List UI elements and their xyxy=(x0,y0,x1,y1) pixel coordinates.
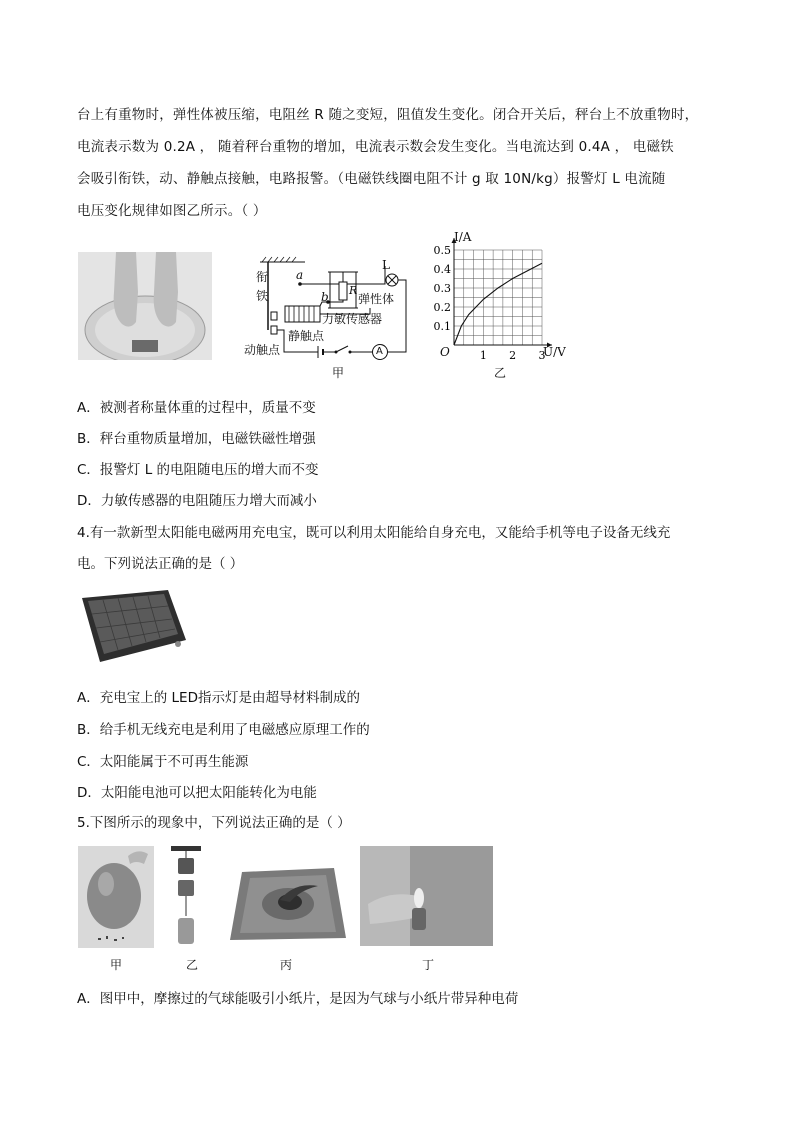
solar-power-bank-photo xyxy=(78,584,190,670)
q3-option-b: B．秤台重物质量增加，电磁铁磁性增强 xyxy=(77,431,316,447)
y-tick-label: 0.4 xyxy=(433,263,451,276)
label-moving-contact: 动触点 xyxy=(244,343,281,357)
caption-jia-fig5: 甲 xyxy=(110,958,123,972)
label-elastic: 弹性体 xyxy=(358,292,395,306)
balloon-photo xyxy=(78,846,154,948)
caption-yi-fig5: 乙 xyxy=(186,958,199,972)
label-armature-2: 铁 xyxy=(256,289,269,303)
label-ammeter: A xyxy=(376,346,383,357)
intro-line-1: 台上有重物时，弹性体被压缩，电阻丝 R 随之变短，阻值发生变化。闭合开关后，秤台上不放重物时， xyxy=(77,107,699,123)
hanging-magnets-figure xyxy=(166,846,206,948)
label-L: L xyxy=(382,258,390,272)
bathroom-scale-photo xyxy=(78,252,212,360)
label-sensor: 力敏传感器 xyxy=(322,312,383,326)
label-b: b xyxy=(321,290,329,304)
label-R: R xyxy=(349,284,358,297)
q5-option-a: A．图甲中，摩擦过的气球能吸引小纸片，是因为气球与小纸片带异种电荷 xyxy=(77,991,519,1007)
q4-stem-line-2: 电。下列说法正确的是（ ） xyxy=(77,556,244,572)
graph-xlabel: U/V xyxy=(543,345,566,359)
q4-stem-line-1: 4.有一款新型太阳能电磁两用充电宝，既可以利用太阳能给自身充电，又能给手机等电子设备无线充 xyxy=(77,525,671,541)
lighter-photo xyxy=(360,846,493,946)
label-static-contact: 静触点 xyxy=(288,329,325,343)
intro-line-3: 会吸引衔铁，动、静触点接触，电路报警。（电磁铁线圈电阻不计 g 取 10N/kg）报警灯 L 电流随 xyxy=(77,171,666,187)
q3-option-c: C．报警灯 L 的电阻随电压的增大而不变 xyxy=(77,462,319,478)
intro-line-2: 电流表示数为 0.2A ， 随着秤台重物的增加，电流表示数会发生变化。当电流达到 0.4A ， 电磁铁 xyxy=(77,139,674,155)
y-tick-label: 0.1 xyxy=(433,320,451,333)
caption-jia-fig3: 甲 xyxy=(332,366,345,380)
caption-yi-fig3: 乙 xyxy=(494,366,507,380)
q5-stem: 5.下图所示的现象中，下列说法正确的是（ ） xyxy=(77,815,351,831)
x-tick-label: 3 xyxy=(538,349,546,362)
label-a: a xyxy=(296,268,304,282)
graph-ylabel: I/A xyxy=(454,230,472,244)
y-tick-label: 0.3 xyxy=(433,282,451,295)
q4-option-c: C．太阳能属于不可再生能源 xyxy=(77,754,249,770)
caption-ding-fig5: 丁 xyxy=(422,958,435,972)
sinan-compass-photo xyxy=(228,860,348,944)
x-tick-label: 2 xyxy=(509,349,517,362)
graph-origin: O xyxy=(440,345,450,359)
q3-option-d: D．力敏传感器的电阻随压力增大而减小 xyxy=(77,493,317,509)
q4-option-a: A．充电宝上的 LED指示灯是由超导材料制成的 xyxy=(77,690,360,706)
y-tick-label: 0.2 xyxy=(433,301,451,314)
iv-curve xyxy=(454,263,542,345)
q3-option-a: A．被测者称量体重的过程中，质量不变 xyxy=(77,400,316,416)
y-tick-label: 0.5 xyxy=(433,244,451,257)
x-tick-label: 1 xyxy=(479,349,487,362)
q4-option-d: D．太阳能电池可以把太阳能转化为电能 xyxy=(77,785,317,801)
caption-bing-fig5: 丙 xyxy=(280,958,293,972)
intro-line-4: 电压变化规律如图乙所示。（ ） xyxy=(77,203,267,219)
iv-graph xyxy=(428,228,568,363)
label-armature: 衔 xyxy=(256,270,269,284)
q4-option-b: B．给手机无线充电是利用了电磁感应原理工作的 xyxy=(77,722,370,738)
